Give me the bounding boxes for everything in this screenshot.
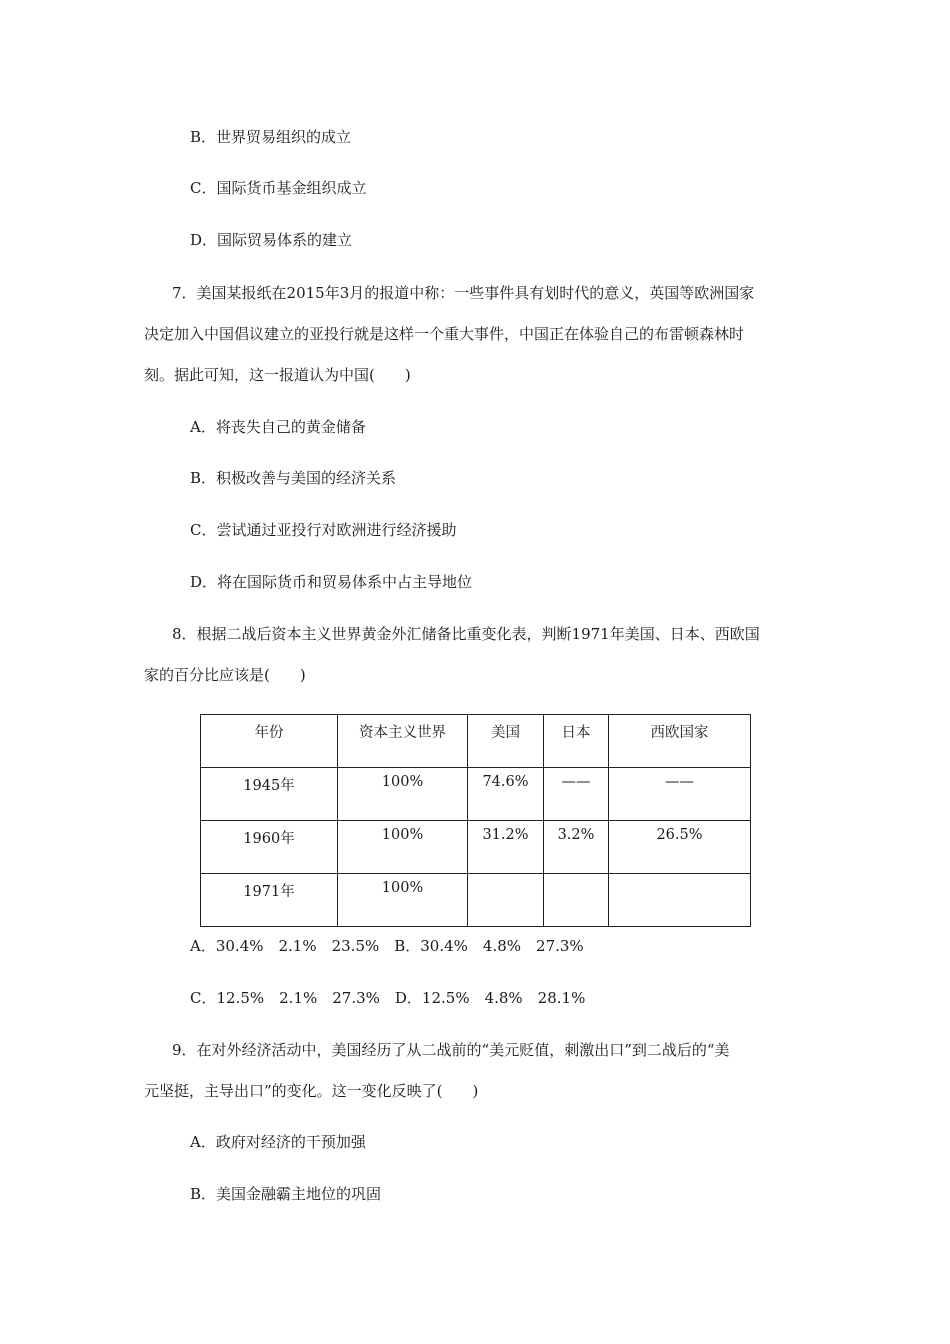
table-cell: 3.2% — [544, 821, 609, 874]
table-cell: 26.5% — [609, 821, 751, 874]
table-cell — [609, 874, 751, 927]
question-9-line-2: 元坚挺，主导出口”的变化。这一变化反映了( ) — [144, 1082, 479, 1100]
table-header-cell: 日本 — [544, 715, 609, 768]
question-8-line-1: 8．根据二战后资本主义世界黄金外汇储备比重变化表，判断1971年美国、日本、西欧国 — [172, 625, 760, 643]
table-header-cell: 西欧国家 — [609, 715, 751, 768]
table-row — [201, 821, 751, 874]
question-7-line-1: 7．美国某报纸在2015年3月的报道中称：一些事件具有划时代的意义，英国等欧洲国家 — [172, 284, 755, 302]
table-cell: 100% — [338, 768, 468, 821]
table-header-cell: 年份 — [201, 715, 338, 768]
table-cell: 31.2% — [468, 821, 544, 874]
option-q6-b: B．世界贸易组织的成立 — [190, 128, 352, 146]
table-cell: 1971年 — [201, 874, 338, 927]
table-cell: 74.6% — [468, 768, 544, 821]
table-cell: 100% — [338, 821, 468, 874]
table-header-cell: 资本主义世界 — [338, 715, 468, 768]
question-9-line-1: 9．在对外经济活动中，美国经历了从二战前的“美元贬值，刺激出口”到二战后的“美 — [172, 1041, 730, 1059]
option-q9-b: B．美国金融霸主地位的巩固 — [190, 1185, 382, 1203]
option-q6-c: C．国际货币基金组织成立 — [190, 179, 367, 197]
option-q7-a: A．将丧失自己的黄金储备 — [190, 418, 366, 436]
question-8-line-2: 家的百分比应该是( ) — [144, 666, 306, 684]
option-q7-b: B．积极改善与美国的经济关系 — [190, 469, 397, 487]
table-cell: 100% — [338, 874, 468, 927]
table-cell: 1945年 — [201, 768, 338, 821]
table-row — [201, 768, 751, 821]
table-cell: 1960年 — [201, 821, 338, 874]
question-7-line-3: 刻。据此可知，这一报道认为中国( ) — [144, 366, 411, 384]
option-q9-a: A．政府对经济的干预加强 — [190, 1133, 366, 1151]
option-q8-cd: C．12.5% 2.1% 27.3% D．12.5% 4.8% 28.1% — [190, 989, 586, 1007]
table-cell — [468, 874, 544, 927]
table-cell — [544, 874, 609, 927]
question-7-line-2: 决定加入中国倡议建立的亚投行就是这样一个重大事件，中国正在体验自己的布雷顿森林时 — [144, 325, 745, 343]
table-header-row — [201, 715, 751, 768]
gold-reserve-table — [200, 714, 751, 927]
table-header-cell: 美国 — [468, 715, 544, 768]
table-cell: —— — [544, 768, 609, 821]
option-q7-c: C．尝试通过亚投行对欧洲进行经济援助 — [190, 521, 457, 539]
option-q7-d: D．将在国际货币和贸易体系中占主导地位 — [190, 573, 473, 591]
option-q6-d: D．国际贸易体系的建立 — [190, 231, 353, 249]
table-cell: —— — [609, 768, 751, 821]
option-q8-ab: A．30.4% 2.1% 23.5% B．30.4% 4.8% 27.3% — [190, 937, 584, 955]
table-row — [201, 874, 751, 927]
